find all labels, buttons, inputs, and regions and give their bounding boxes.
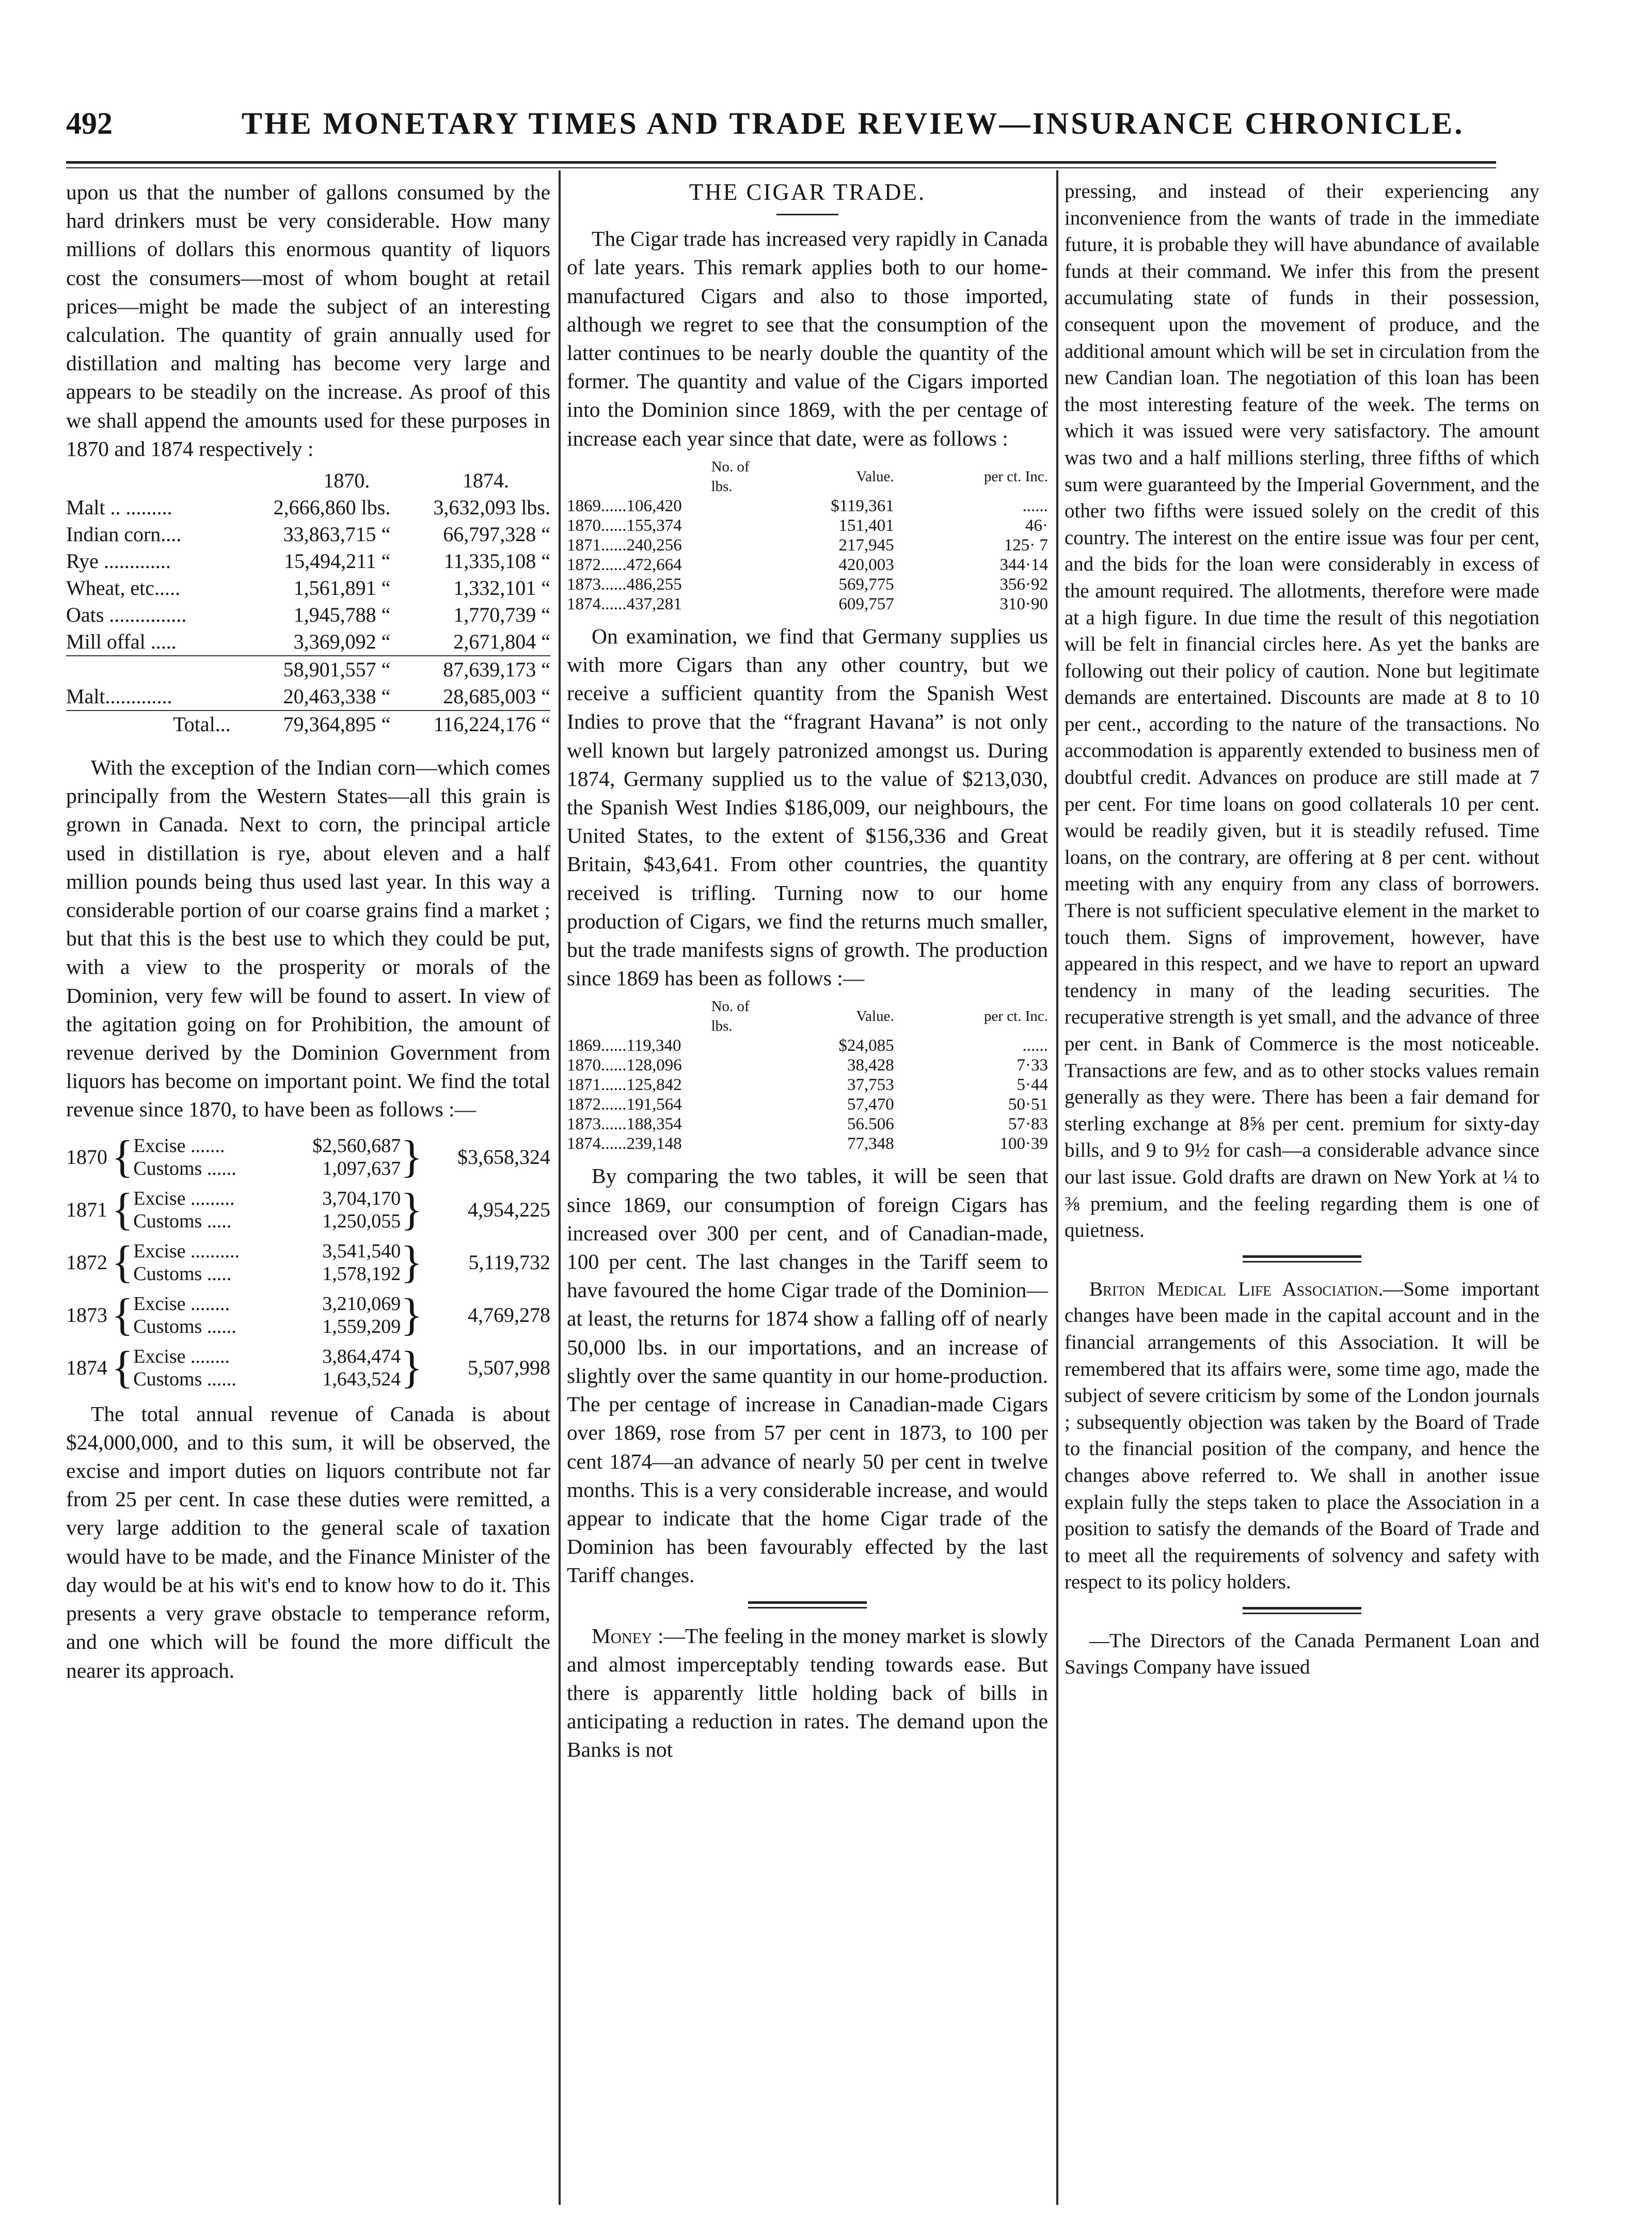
table-row [66, 628, 550, 656]
revenue-total: $3,658,324 [457, 1145, 550, 1169]
column-3 [1065, 178, 1539, 1681]
page-header [66, 106, 1465, 152]
column-divider-2 [1056, 170, 1058, 2205]
table-row [66, 1345, 550, 1368]
ditto-mark: “ [541, 685, 550, 708]
grain-label: Rye ............. [66, 549, 171, 573]
header-rule-thin [66, 167, 1496, 168]
revenue-total: 4,954,225 [468, 1197, 550, 1221]
ditto-mark: “ [381, 603, 391, 627]
table-row [66, 548, 550, 575]
column-divider-1 [559, 170, 561, 2205]
ditto-mark: “ [381, 523, 391, 546]
ditto-mark: “ [381, 658, 391, 682]
grain-value-1870: 15,494,211 “ [284, 549, 391, 573]
grain-year-1874: 1874. [463, 469, 509, 493]
table-row: 1874......437,281 609,757 310·90 [567, 594, 1048, 613]
brace-left: { [112, 1342, 134, 1393]
grain-value-1870: 1,945,788 “ [293, 603, 391, 627]
money-text: :—The feeling in the money market is slowly and almost imperceptably tending towards ease. But there is apparently little holding back of bills in anticipating a reduction in rates. The demand upon the Banks is not [567, 1623, 1048, 1762]
home-cigars-table [567, 997, 1048, 1154]
revenue-total: 5,119,732 [468, 1250, 550, 1274]
grain-total-1874: 116,224,176 “ [390, 711, 550, 738]
table-row [66, 1187, 550, 1210]
table-header [567, 997, 1048, 1036]
revenue-year: 1870 [66, 1145, 107, 1169]
briton-heading: Briton Medical Life Association [1089, 1277, 1378, 1300]
table-row: 1869......119,340 $24,085 ...... [567, 1036, 1048, 1055]
customs-label: Customs ...... [133, 1157, 236, 1179]
money-heading: Money [592, 1623, 653, 1648]
column-2 [567, 178, 1048, 1764]
grain-label: Malt .. ......... [66, 496, 172, 519]
grain-value-1870: 33,863,715 “ [283, 523, 391, 546]
brace-right: } [401, 1131, 423, 1182]
germany-paragraph: On examination, we find that Germany supplies us with more Cigars than any other country, but we receive a sufficient quantity from the Spanish West Indies to prove that the “fragrant Havana” is not only well known but largely patronized amongst us. During 1874, Germany supplied us to the value of $213,030, the Spanish West Indies $186,009, our neighbours, the United States, to the extent of $156,336 and Great Britain, $43,641. From other countries, the quantity received is trifling. Turning now to our home production of Cigars, we find the returns much smaller, but the trade manifests signs of growth. The production since 1869 has been as follows :— [567, 624, 1048, 990]
section-separator [1243, 1607, 1361, 1614]
title-rule [776, 214, 838, 215]
table-header [567, 457, 1048, 496]
customs-label: Customs ..... [133, 1210, 232, 1232]
grain-table [66, 467, 550, 738]
revenue-year: 1872 [66, 1250, 107, 1274]
header-pct: per ct. Inc. [984, 468, 1048, 485]
customs-label: Customs ...... [133, 1368, 236, 1390]
table-row: 1874......239,148 77,348 100·39 [567, 1134, 1048, 1154]
brace-right: } [401, 1184, 423, 1235]
customs-value: 1,250,055 [322, 1210, 401, 1232]
header-lbs: No. of lbs. [711, 998, 750, 1035]
table-row [66, 575, 550, 602]
table-row: 1870......155,374 151,401 46· [567, 516, 1048, 535]
cigar-intro-paragraph: The Cigar trade has increased very rapidly in Canada of late years. This remark applies both to our home-manufactured Cigars and also to those imported, although we regret to see that the consumption of the latter continues to be nearly double the quantity of the former. The quantity and value of the Cigars imported into the Dominion since 1869, with the per centage of increase each year since that date, were as follows : [567, 227, 1048, 450]
table-row [66, 1292, 550, 1315]
grain-value-1874: 1,332,101 “ [453, 576, 550, 600]
brace-left: { [112, 1131, 134, 1182]
section-separator [748, 1601, 867, 1608]
revenue-year: 1874 [66, 1355, 107, 1379]
table-row: 1873......486,255 569,775 356·92 [567, 575, 1048, 594]
customs-value: 1,643,524 [322, 1368, 401, 1390]
grain-value-1870: 1,561,891 “ [293, 576, 391, 600]
grain-value-1874: 1,770,739 “ [453, 603, 550, 627]
grain-value-1874: 2,671,804 “ [453, 630, 550, 654]
grain-label: Malt............. [66, 685, 172, 708]
grain-subtotal-1870: 58,901,557 “ [231, 656, 391, 683]
directors-paragraph: —The Directors of the Canada Permanent Loan and Savings Company have issued [1065, 1629, 1539, 1679]
table-row: 1869......106,420 $119,361 ...... [567, 496, 1048, 515]
grain-value-1870: 20,463,338 “ [283, 685, 391, 708]
excise-label: Excise ......... [133, 1187, 235, 1209]
ditto-mark: “ [381, 549, 391, 573]
table-row: 1870......128,096 38,428 7·33 [567, 1056, 1048, 1075]
revenue-paragraph: The total annual revenue of Canada is about $24,000,000, and to this sum, it will be observed, the excise and import duties on liquors contribute not far from 25 per cent. In case these duties were remitted, a very large addition to the general scale of taxation would have to be made, and the Finance Minister of the day would be at his wit's end to know how to do it. This presents a very grave obstacle to temperance reform, and one which will be found the more difficult the nearer its approach. [66, 1401, 550, 1682]
revenue-table [66, 1131, 550, 1393]
ditto-mark: “ [541, 658, 550, 682]
money-paragraph [567, 1622, 1048, 1764]
excise-value: 3,210,069 [322, 1292, 401, 1315]
table-row [66, 1240, 550, 1263]
excise-label: Excise ....... [133, 1134, 225, 1157]
brace-left: { [112, 1237, 134, 1287]
grain-label: Wheat, etc..... [66, 576, 180, 600]
table-row [66, 521, 550, 548]
table-row: 1873......188,354 56.506 57·83 [567, 1115, 1048, 1134]
comparison-paragraph: By comparing the two tables, it will be seen that since 1869, our consumption of foreign Cigars has increased over 300 per cent, and of Canadian-made, 100 per cent. The last changes in the Tariff seem to have favoured the home Cigar trade of the Dominion—at least, the returns for 1874 show a falling off of nearly 50,000 lbs. in our importations, and an increase of slightly over the same quantity in our home-production. The per centage of increase in Canadian-made Cigars over 1869, rose from 57 per cent in 1873, to 100 per cent 1874—an advance of nearly 50 per cent in twelve months. This is a very considerable increase, and would appear to indicate that the home Cigar trade of the Dominion has been favourably effected by the last Tariff changes. [567, 1164, 1048, 1587]
ditto-mark: “ [381, 713, 391, 736]
briton-paragraph [1065, 1276, 1539, 1596]
grain-total-1870: 79,364,895 “ [231, 711, 391, 738]
brace-left: { [112, 1289, 134, 1340]
corn-paragraph: With the exception of the Indian corn—which comes principally from the Western States—all this grain is grown in Canada. Next to corn, the principal article used in distillation is rye, about eleven and a half million pounds being thus used last year. In this way a considerable portion of our coarse grains find a market ; but that this is the best use to which they could be put, with a view to the prosperity or morals of the Dominion, very few will be found to assert. In view of the agitation going on for Prohibition, the amount of revenue derived by the Dominion Government from liquors has become on important point. We find the total revenue since 1870, to have been as follows :— [66, 755, 550, 1122]
grain-label: Mill offal ..... [66, 630, 177, 654]
imported-cigars-table [567, 457, 1048, 614]
excise-label: Excise ........ [133, 1292, 230, 1315]
grain-value-1874: 11,335,108 “ [443, 549, 550, 573]
excise-label: Excise .......... [133, 1240, 240, 1262]
grain-value-1870: 3,369,092 “ [293, 630, 391, 654]
grain-subtotal-row [66, 656, 550, 683]
grain-table-header [66, 467, 550, 494]
ditto-mark: “ [541, 603, 550, 627]
section-separator [1243, 1255, 1361, 1263]
page-number: 492 [66, 106, 113, 140]
grain-total-row [66, 711, 550, 738]
ditto-mark: “ [541, 576, 550, 600]
grain-value-1870: 2,666,860 lbs. [273, 496, 391, 519]
excise-value: 3,864,474 [322, 1345, 401, 1367]
table-row [66, 494, 550, 521]
revenue-year: 1873 [66, 1303, 107, 1327]
brace-left: { [112, 1184, 134, 1235]
header-lbs: No. of lbs. [711, 458, 750, 495]
liquor-intro-paragraph: upon us that the number of gallons consumed by the hard drinkers must be very considerable. How many millions of dollars this enormous quantity of liquors cost the consumers—most of whom bought at retail prices—might be made the subject of an interesting calculation. The quantity of grain annually used for distillation and malting has become very large and appears to be steadily on the increase. As proof of this we shall append the amounts used for these purposes in 1870 and 1874 respectively : [66, 180, 550, 461]
brace-right: } [401, 1289, 423, 1340]
table-row: 1872......191,564 57,470 50·51 [567, 1095, 1048, 1114]
money-continued-paragraph: pressing, and instead of their experiencing any inconvenience from the wants of trade in the immediate future, it is probable they will have abundance of available funds at their command. We infer this from the present accumulating state of funds in their possession, consequent upon the movement of produce, and the additional amount which will be set in circulation from the new Candian loan. The negotiation of this loan has been the most interesting feature of the week. The terms on which it was issued were very satisfactory. The amount was two and a half millions sterling, three fifths of which sum were guaranteed by the Imperial Government, and the other two fifths were issued solely on the credit of this country. The interest on the entire issue was four per cent, and the bids for the loan were considerably in excess of the amount required. The allotments, therefore were made at a high figure. In due time the result of this negotiation will be felt in financial circles here. As yet the banks are following out their policy of caution. None but legitimate demands are entertained. Discounts are made at 8 to 10 per cent., according to the nature of the transactions. No accommodation is apparently extended to business men of doubtful credit. Advances on produce are still made at 7 per cent. For time loans on good collaterals 10 per cent. would be readily given, but it is steadily refused. Time loans, on the contrary, are offering at 8 per cent. without meeting with any enquiry from any class of borrowers. There is not sufficient speculative element in the market to touch them. Signs of improvement, however, have appeared in this respect, and we have to report an upward tendency in many of the leading securities. The recuperative strength is yet small, and the advance of three per cent. in Bank of Commerce is the most noticeable. Transactions are few, and as to other stocks values remain generally as they were. There has been a fair demand for sterling exchange at 8⅝ per cent. premium for sixty-day bills, and 9 to 9½ for cash—a considerable advance since our last issue. Gold drafts are drawn on New York at ¼ to ⅜ premium, and the feeling regarding them is one of quietness. [1065, 180, 1539, 1242]
ditto-mark: “ [541, 713, 550, 736]
column-1 [66, 178, 550, 1685]
revenue-total: 5,507,998 [468, 1355, 550, 1379]
table-row [66, 1134, 550, 1157]
brace-right: } [401, 1342, 423, 1393]
grain-label: Indian corn.... [66, 523, 182, 546]
cigar-trade-title: THE CIGAR TRADE. [689, 179, 926, 205]
ditto-mark: “ [541, 549, 550, 573]
customs-label: Customs ..... [133, 1263, 232, 1285]
excise-value: 3,704,170 [322, 1187, 401, 1209]
table-row: 1872......472,664 420,003 344·14 [567, 555, 1048, 574]
grain-label: Oats ............... [66, 603, 187, 627]
revenue-total: 4,769,278 [468, 1303, 550, 1327]
header-pct: per ct. Inc. [984, 1008, 1048, 1025]
ditto-mark: “ [541, 523, 550, 546]
ditto-mark: “ [381, 630, 391, 654]
excise-value: 3,541,540 [322, 1240, 401, 1262]
excise-value: $2,560,687 [312, 1134, 401, 1157]
grain-value-1874: 3,632,093 lbs. [433, 496, 550, 519]
grain-subtotal-1874: 87,639,173 “ [390, 656, 550, 683]
running-title: THE MONETARY TIMES AND TRADE REVIEW—INSURANCE CHRONICLE. [242, 106, 1465, 140]
table-row [66, 602, 550, 628]
customs-label: Customs ...... [133, 1315, 236, 1337]
customs-value: 1,097,637 [322, 1157, 401, 1179]
revenue-year: 1871 [66, 1197, 107, 1221]
customs-value: 1,559,209 [322, 1315, 401, 1337]
ditto-mark: “ [381, 576, 391, 600]
briton-text: .—Some important changes have been made in the capital account and in the financial arrangements of this Association. It will be remembered that its affairs were, some time ago, made the subject of severe criticism by some of the London journals ; subsequently objection was taken by the Board of Trade to the financial position of the company, and hence the changes above referred to. We shall in another issue explain fully the steps taken to place the Association in a position to satisfy the demands of the Board of Trade and to meet all the requirements of solvency and safety with respect to its policy holders. [1065, 1277, 1539, 1594]
table-row: 1871......125,842 37,753 5·44 [567, 1076, 1048, 1095]
ditto-mark: “ [541, 630, 550, 654]
table-row [66, 683, 550, 711]
grain-value-1874: 28,685,003 “ [443, 685, 550, 708]
grain-total-label: Total... [66, 711, 231, 738]
header-value: Value. [856, 468, 894, 485]
brace-right: } [401, 1237, 423, 1287]
ditto-mark: “ [381, 685, 391, 708]
grain-value-1874: 66,797,328 “ [443, 523, 550, 546]
header-value: Value. [856, 1008, 894, 1025]
header-rule [66, 161, 1496, 164]
grain-year-1870: 1870. [323, 469, 370, 493]
table-row: 1871......240,256 217,945 125· 7 [567, 535, 1048, 555]
customs-value: 1,578,192 [322, 1263, 401, 1285]
excise-label: Excise ........ [133, 1345, 230, 1367]
